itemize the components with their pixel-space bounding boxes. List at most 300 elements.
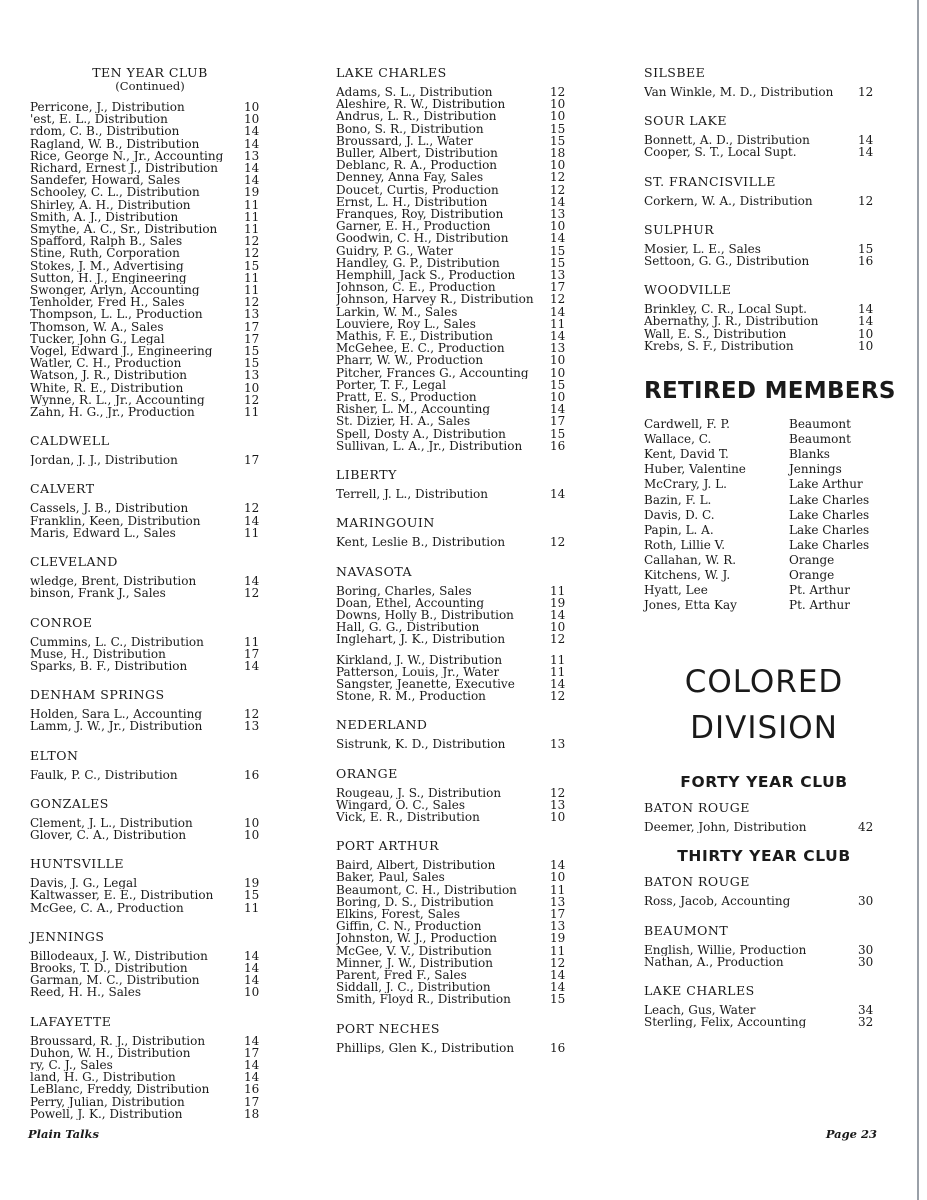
entry-row — [30, 125, 270, 137]
entry-years: 11 — [550, 664, 566, 679]
location-heading: LAKE CHARLES — [336, 65, 447, 80]
location-section — [644, 223, 884, 267]
entry-years: 13 — [550, 341, 566, 356]
entry-years: 16 — [244, 1082, 260, 1097]
entry-name: Leach, Gus, Water — [644, 1004, 756, 1017]
entry-years: 14 — [858, 133, 874, 148]
retired-place: Lake Charles — [789, 492, 870, 507]
entry-name: Tenholder, Fred H., Sales — [30, 296, 185, 309]
entry-years: 14 — [858, 302, 874, 317]
entry-years: 12 — [244, 392, 260, 407]
entry-row — [30, 502, 270, 514]
entry-name: Lamm, J. W., Jr., Distribution — [30, 720, 203, 733]
entry-row — [336, 98, 576, 110]
entry-name: White, R. E., Distribution — [30, 381, 184, 394]
entry-years: 11 — [244, 900, 260, 915]
entry-name: Rice, George N., Jr., Accounting — [30, 149, 224, 163]
entry-row — [336, 654, 576, 666]
entry-row — [336, 981, 576, 993]
entry-years: 10 — [550, 365, 566, 380]
entry-name: Maris, Edward L., Sales — [30, 526, 176, 540]
entry-years: 10 — [550, 219, 566, 234]
location-heading: NAVASOTA — [336, 563, 413, 579]
entry-name: Glover, C. A., Distribution — [30, 828, 187, 842]
retired-place: Lake Arthur — [789, 477, 863, 492]
entry-name: Risher, L. M., Accounting — [336, 403, 491, 416]
entry-years: 34 — [858, 1003, 874, 1018]
entry-row — [30, 211, 270, 223]
entry-name: Garman, M. C., Distribution — [30, 974, 200, 987]
entry-years: 12 — [244, 586, 260, 601]
retired-place: Blanks — [789, 447, 830, 462]
entry-name: Sandefer, Howard, Sales — [30, 174, 181, 187]
entry-years: 10 — [244, 112, 260, 127]
entry-row — [644, 195, 884, 207]
entry-years: 14 — [550, 607, 566, 622]
entry-row — [30, 587, 270, 599]
entry-row — [336, 799, 576, 811]
retired-place: Lake Charles — [789, 507, 870, 522]
column-1 — [30, 66, 270, 1136]
retired-place: Beaumont — [789, 417, 851, 432]
entry-name: St. Dizier, H. A., Sales — [336, 415, 471, 428]
retired-row — [644, 508, 884, 523]
entry-years: 11 — [244, 270, 260, 285]
entry-row — [336, 536, 576, 548]
ten-year-club-continued: (Continued) — [115, 79, 185, 93]
entry-name: Hall, G. G., Distribution — [336, 621, 480, 634]
entry-row — [336, 440, 576, 452]
entry-name: Perry, Julian, Distribution — [30, 1095, 185, 1108]
entry-name: Beaumont, C. H., Distribution — [336, 883, 517, 896]
entry-row — [644, 956, 884, 968]
entry-years: 15 — [550, 255, 566, 270]
retired-name: Callahan, W. R. — [644, 552, 737, 567]
entry-years: 10 — [244, 815, 260, 830]
entry-row — [336, 957, 576, 969]
entry-years: 30 — [858, 894, 874, 909]
entry-years: 12 — [550, 689, 566, 704]
entry-row — [336, 1042, 576, 1054]
entry-name: Inglehart, J. K., Distribution — [336, 633, 506, 646]
entry-name: Shirley, A. H., Distribution — [30, 198, 191, 211]
entry-row — [336, 86, 576, 98]
entry-years: 15 — [244, 344, 260, 359]
entry-name: Terrell, J. L., Distribution — [336, 488, 489, 501]
entry-name: Mosier, L. E., Sales — [644, 242, 761, 256]
entry-name: Vogel, Edward J., Engineering — [30, 345, 213, 358]
entry-name: Perricone, J., Distribution — [30, 101, 185, 114]
entry-name: McGee, C. A., Production — [30, 901, 184, 914]
entry-years: 42 — [858, 820, 874, 835]
location-section — [336, 839, 576, 1005]
entry-years: 18 — [244, 1106, 260, 1121]
entry-years: 13 — [244, 148, 260, 163]
location-section — [644, 875, 884, 907]
retired-name: Huber, Valentine — [644, 462, 746, 477]
entry-name: Pharr, W. W., Production — [336, 354, 484, 367]
retired-row — [644, 568, 884, 583]
location-section — [644, 984, 884, 1028]
retired-name: Papin, L. A. — [644, 522, 714, 537]
retired-name: Cardwell, F. P. — [644, 417, 730, 432]
entry-row — [336, 932, 576, 944]
entry-name: Giffin, C. N., Production — [336, 920, 482, 933]
location-section — [336, 1022, 576, 1054]
entry-row — [644, 821, 884, 833]
entry-name: Sullivan, L. A., Jr., Distribution — [336, 439, 523, 453]
entry-row — [336, 257, 576, 269]
entry-name: Cassels, J. B., Distribution — [30, 502, 189, 515]
entry-years: 19 — [550, 931, 566, 946]
entry-name: LeBlanc, Freddy, Distribution — [30, 1083, 210, 1096]
entry-row — [30, 1108, 270, 1120]
entry-years: 30 — [858, 954, 874, 969]
entry-years: 14 — [244, 1057, 260, 1072]
entry-row — [30, 1083, 270, 1095]
entry-years: 17 — [244, 1094, 260, 1109]
retired-row — [644, 432, 884, 447]
location-heading: BATON ROUGE — [644, 874, 750, 890]
entry-name: Abernathy, J. R., Distribution — [644, 315, 819, 328]
entry-years: 14 — [244, 513, 260, 528]
entry-years: 14 — [244, 1070, 260, 1085]
entry-name: Duhon, W. H., Distribution — [30, 1046, 191, 1059]
entry-name: Spell, Dosty A., Distribution — [336, 427, 506, 440]
colored-heading-line2: DIVISION — [690, 710, 838, 747]
entry-years: 14 — [550, 487, 566, 502]
entry-years: 14 — [550, 304, 566, 319]
entry-name: ry, C. J., Sales — [30, 1058, 113, 1072]
entry-years: 13 — [550, 797, 566, 812]
entry-name: Elkins, Forest, Sales — [336, 907, 461, 921]
entry-years: 13 — [244, 368, 260, 383]
entry-name: Smythe, A. C., Sr., Distribution — [30, 223, 218, 236]
entry-row — [336, 920, 576, 932]
entry-row — [30, 889, 270, 901]
entry-name: Hemphill, Jack S., Production — [336, 269, 516, 282]
entry-row — [336, 678, 576, 690]
entry-years: 13 — [550, 737, 566, 752]
entry-row — [336, 738, 576, 750]
entry-years: 14 — [550, 194, 566, 209]
entry-row — [30, 308, 270, 320]
entry-name: Brinkley, C. R., Local Supt. — [644, 303, 807, 316]
entry-years: 17 — [244, 453, 260, 468]
entry-row — [336, 245, 576, 257]
entry-name: Minner, J. W., Distribution — [336, 956, 493, 969]
entry-name: binson, Frank J., Sales — [30, 587, 166, 600]
entry-row — [30, 817, 270, 829]
entry-name: Porter, T. F., Legal — [336, 378, 447, 392]
entry-name: 'est, E. L., Distribution — [30, 113, 168, 126]
entry-row — [336, 318, 576, 330]
entry-row — [336, 609, 576, 621]
location-heading: NEDERLAND — [336, 717, 428, 733]
retired-place: Jennings — [789, 462, 842, 477]
entry-row — [336, 123, 576, 135]
entry-name: Ernst, L. H., Distribution — [336, 195, 488, 209]
entry-years: 12 — [858, 193, 874, 208]
entry-row — [30, 1059, 270, 1071]
entry-row — [336, 896, 576, 908]
entry-years: 19 — [244, 185, 260, 200]
entry-row — [30, 648, 270, 660]
entry-name: Muse, H., Distribution — [30, 647, 166, 660]
entry-years: 17 — [550, 906, 566, 921]
entry-row — [644, 134, 884, 146]
entry-name: Baird, Albert, Distribution — [336, 859, 496, 872]
entry-row — [30, 345, 270, 357]
entry-row — [644, 340, 884, 352]
entry-name: Wynne, R. L., Jr., Accounting — [30, 393, 205, 407]
retired-place: Lake Charles — [789, 537, 870, 552]
entry-years: 15 — [858, 241, 874, 256]
retired-name: Davis, D. C. — [644, 507, 715, 522]
entry-name: Cummins, L. C., Distribution — [30, 635, 204, 648]
entry-years: 19 — [550, 595, 566, 610]
entry-years: 12 — [550, 292, 566, 307]
entry-name: Deemer, John, Distribution — [644, 821, 807, 834]
entry-years: 10 — [550, 809, 566, 824]
publication-name: Plain Talks — [28, 1127, 99, 1141]
entry-years: 30 — [858, 942, 874, 957]
entry-name: McGee, V. V., Distribution — [336, 944, 492, 957]
entry-years: 14 — [550, 967, 566, 982]
col2-sections — [336, 66, 576, 1054]
entry-row — [30, 235, 270, 247]
entry-row — [30, 708, 270, 720]
entry-row — [336, 159, 576, 171]
entry-row — [30, 394, 270, 406]
retired-row — [644, 447, 884, 462]
retired-place: Orange — [789, 552, 835, 567]
entry-name: Aleshire, R. W., Distribution — [336, 98, 506, 111]
entry-name: Mathis, F. E., Distribution — [336, 330, 493, 343]
entry-years: 13 — [550, 894, 566, 909]
entry-name: Thompson, L. L., Production — [30, 308, 203, 321]
entry-name: Franklin, Keen, Distribution — [30, 514, 201, 527]
entry-name: Stokes, J. M., Advertising — [30, 259, 184, 272]
entry-name: Davis, J. G., Legal — [30, 877, 138, 890]
entry-years: 14 — [244, 124, 260, 139]
entry-row — [644, 146, 884, 158]
location-section — [30, 434, 270, 466]
entry-row — [336, 220, 576, 232]
entry-years: 14 — [244, 574, 260, 589]
entry-name: Zahn, H. G., Jr., Production — [30, 406, 195, 419]
entry-row — [336, 184, 576, 196]
entry-name: Jordan, J. J., Distribution — [30, 454, 178, 467]
entry-row — [644, 1016, 884, 1028]
entry-name: Faulk, P. C., Distribution — [30, 768, 178, 781]
entry-row — [30, 877, 270, 889]
entry-name: Phillips, Glen K., Distribution — [336, 1041, 515, 1054]
entry-row — [336, 969, 576, 981]
entry-row — [336, 367, 576, 379]
entry-row — [30, 1047, 270, 1059]
col1-sections — [30, 434, 270, 1120]
entry-row — [30, 321, 270, 333]
entry-years: 11 — [244, 222, 260, 237]
entry-row — [30, 769, 270, 781]
entry-row — [644, 895, 884, 907]
entry-years: 12 — [550, 632, 566, 647]
location-heading: SILSBEE — [644, 65, 706, 80]
entry-name: Sparks, B. F., Distribution — [30, 659, 188, 673]
retired-row — [644, 523, 884, 538]
retired-name: Kitchens, W. J. — [644, 567, 731, 582]
entry-years: 32 — [858, 1015, 874, 1030]
entry-row — [644, 86, 884, 98]
entry-name: Billodeaux, J. W., Distribution — [30, 949, 208, 962]
entry-years: 14 — [858, 145, 874, 160]
entry-years: 12 — [858, 85, 874, 99]
location-heading: MARINGOUIN — [336, 515, 435, 531]
entry-years: 14 — [244, 161, 260, 176]
entry-row — [30, 527, 270, 539]
location-section — [336, 565, 576, 703]
entry-years: 12 — [244, 501, 260, 516]
entry-row — [644, 255, 884, 267]
location-heading: ELTON — [30, 747, 79, 763]
entry-years: 12 — [550, 535, 566, 550]
location-heading: LAKE CHARLES — [644, 983, 755, 999]
location-heading: LAFAYETTE — [30, 1013, 112, 1029]
entry-row — [336, 306, 576, 318]
location-heading: PORT NECHES — [336, 1020, 440, 1036]
entry-row — [644, 243, 884, 255]
location-section — [30, 482, 270, 539]
entry-years: 14 — [550, 676, 566, 691]
entry-row — [336, 293, 576, 305]
entry-row — [336, 135, 576, 147]
retired-name: Jones, Etta Kay — [644, 598, 737, 613]
retired-place: Pt. Arthur — [789, 583, 850, 598]
thirty-year-club-heading: THIRTY YEAR CLUB — [677, 847, 851, 866]
location-heading: JENNINGS — [30, 928, 105, 944]
entry-years: 12 — [244, 295, 260, 310]
entry-row — [30, 1096, 270, 1108]
location-section — [336, 718, 576, 750]
entry-years: 19 — [244, 876, 260, 891]
location-section — [336, 516, 576, 548]
entry-row — [336, 330, 576, 342]
retired-row — [644, 538, 884, 553]
entry-name: Sangster, Jeanette, Executive — [336, 677, 515, 691]
entry-years: 17 — [244, 1045, 260, 1060]
entry-row — [30, 138, 270, 150]
entry-years: 11 — [550, 882, 566, 897]
entry-row — [30, 829, 270, 841]
retired-row — [644, 417, 884, 432]
entry-name: Adams, S. L., Distribution — [336, 86, 493, 99]
entry-name: Wingard, O. C., Sales — [336, 798, 466, 811]
entry-row — [336, 993, 576, 1005]
thirty-sections — [644, 875, 884, 1028]
entry-row — [30, 296, 270, 308]
entry-years: 10 — [858, 338, 874, 353]
entry-name: Baker, Paul, Sales — [336, 871, 445, 884]
entry-years: 10 — [550, 620, 566, 635]
entry-name: Johnson, C. E., Production — [336, 281, 496, 294]
entry-name: Smith, Floyd R., Distribution — [336, 993, 511, 1006]
location-section — [30, 616, 270, 673]
entry-name: Richard, Ernest J., Distribution — [30, 162, 219, 175]
entry-row — [30, 333, 270, 345]
entry-name: Schooley, C. L., Distribution — [30, 186, 200, 199]
entry-years: 14 — [244, 136, 260, 151]
entry-years: 14 — [550, 980, 566, 995]
entry-name: Johnston, W. J., Production — [336, 932, 498, 945]
entry-years: 17 — [244, 331, 260, 346]
forty-year-club-heading: FORTY YEAR CLUB — [680, 773, 848, 792]
entry-name: Tucker, John G., Legal — [30, 332, 165, 346]
retired-name: Kent, David T. — [644, 447, 729, 462]
location-heading: PORT ARTHUR — [336, 838, 440, 854]
entry-years: 10 — [550, 158, 566, 173]
location-section — [30, 930, 270, 999]
entry-years: 11 — [244, 525, 260, 540]
entry-row — [30, 575, 270, 587]
entry-row — [30, 382, 270, 394]
entry-row — [30, 357, 270, 369]
location-heading: LIBERTY — [336, 467, 397, 483]
entry-years: 16 — [858, 254, 874, 269]
entry-years: 14 — [550, 231, 566, 246]
entry-years: 14 — [550, 329, 566, 344]
entry-name: Stine, Ruth, Corporation — [30, 247, 180, 260]
entry-years: 16 — [550, 1040, 566, 1055]
entry-name: Vick, E. R., Distribution — [336, 810, 480, 824]
entry-row — [30, 720, 270, 732]
entry-row — [336, 945, 576, 957]
forty-sections — [644, 801, 884, 833]
location-section — [30, 797, 270, 841]
entry-years: 18 — [550, 146, 566, 161]
entry-name: wledge, Brent, Distribution — [30, 575, 197, 588]
entry-name: Kent, Leslie B., Distribution — [336, 536, 506, 549]
entry-row — [336, 171, 576, 183]
entry-row — [30, 174, 270, 186]
entry-name: Boring, Charles, Sales — [336, 584, 472, 597]
entry-name: Parent, Fred F., Sales — [336, 968, 467, 982]
entry-years: 11 — [550, 583, 566, 598]
entry-name: Sutton, H. J., Engineering — [30, 271, 187, 285]
entry-row — [30, 186, 270, 198]
entry-years: 10 — [244, 985, 260, 1000]
entry-row — [336, 811, 576, 823]
location-section — [30, 857, 270, 914]
entry-name: Krebs, S. F., Distribution — [644, 339, 794, 353]
entry-row — [336, 232, 576, 244]
entry-row — [30, 1035, 270, 1047]
entry-years: 13 — [550, 268, 566, 283]
location-section — [336, 66, 576, 452]
entry-years: 12 — [244, 234, 260, 249]
entry-name: Clement, J. L., Distribution — [30, 816, 193, 829]
entry-years: 10 — [244, 827, 260, 842]
entry-name: Holden, Sara L., Accounting — [30, 708, 203, 721]
entry-name: Powell, J. K., Distribution — [30, 1107, 183, 1120]
col3-sections — [644, 66, 884, 352]
location-section — [336, 767, 576, 824]
entry-name: Sistrunk, K. D., Distribution — [336, 738, 506, 751]
entry-name: Pitcher, Frances G., Accounting — [336, 366, 529, 379]
location-section — [644, 924, 884, 968]
entry-row — [30, 247, 270, 259]
entry-years: 15 — [550, 377, 566, 392]
